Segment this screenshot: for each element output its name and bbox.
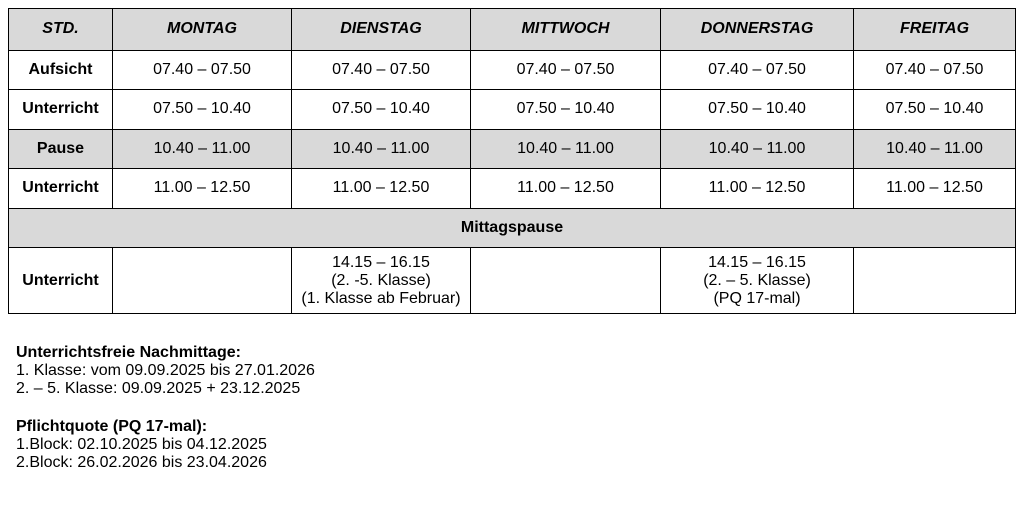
time-cell: 10.40 – 11.00	[661, 129, 854, 169]
table-row-pause	[9, 129, 1016, 169]
time-cell: 07.50 – 10.40	[661, 90, 854, 130]
afternoon-cell-montag	[113, 248, 292, 314]
afternoon-cell-donnerstag	[661, 248, 854, 314]
header-std: STD.	[9, 9, 113, 51]
row-label-aufsicht: Aufsicht	[9, 50, 113, 90]
time-cell: 10.40 – 11.00	[471, 129, 661, 169]
time-cell: 07.50 – 10.40	[471, 90, 661, 130]
free-afternoons-line: 2. – 5. Klasse: 09.09.2025 + 23.12.2025	[16, 380, 301, 397]
time-cell: 10.40 – 11.00	[854, 129, 1016, 169]
afternoon-classes: (2. – 5. Klasse)	[703, 271, 811, 289]
afternoon-cell-freitag	[854, 248, 1016, 314]
free-afternoons-block	[16, 344, 315, 398]
time-cell: 07.40 – 07.50	[854, 50, 1016, 90]
quota-line: 1.Block: 02.10.2025 bis 04.12.2025	[16, 436, 267, 453]
afternoon-time: 14.15 – 16.15	[332, 253, 430, 271]
afternoon-note: (1. Klasse ab Februar)	[301, 289, 461, 307]
time-cell: 07.40 – 07.50	[471, 50, 661, 90]
time-cell: 11.00 – 12.50	[113, 169, 292, 209]
quota-line: 2.Block: 26.02.2026 bis 23.04.2026	[16, 454, 267, 471]
time-cell: 10.40 – 11.00	[113, 129, 292, 169]
time-cell: 11.00 – 12.50	[661, 169, 854, 209]
table-row-lunch	[9, 208, 1016, 248]
row-label-unterricht: Unterricht	[9, 248, 113, 314]
free-afternoons-line: 1. Klasse: vom 09.09.2025 bis 27.01.2026	[16, 362, 315, 379]
time-cell: 11.00 – 12.50	[854, 169, 1016, 209]
header-montag: MONTAG	[113, 9, 292, 51]
time-cell: 07.50 – 10.40	[854, 90, 1016, 130]
row-label-unterricht: Unterricht	[9, 90, 113, 130]
time-cell: 07.40 – 07.50	[113, 50, 292, 90]
time-cell: 10.40 – 11.00	[292, 129, 471, 169]
row-label-unterricht: Unterricht	[9, 169, 113, 209]
notes-section	[16, 344, 315, 492]
header-dienstag: DIENSTAG	[292, 9, 471, 51]
table-row	[9, 169, 1016, 209]
time-cell: 07.40 – 07.50	[292, 50, 471, 90]
lunch-break-label: Mittagspause	[9, 208, 1016, 248]
time-cell: 07.50 – 10.40	[292, 90, 471, 130]
row-label-pause: Pause	[9, 129, 113, 169]
time-cell: 11.00 – 12.50	[292, 169, 471, 209]
header-mittwoch: MITTWOCH	[471, 9, 661, 51]
header-donnerstag: DONNERSTAG	[661, 9, 854, 51]
time-cell: 07.50 – 10.40	[113, 90, 292, 130]
afternoon-cell-dienstag	[292, 248, 471, 314]
free-afternoons-heading: Unterrichtsfreie Nachmittage:	[16, 344, 241, 361]
time-cell: 07.40 – 07.50	[661, 50, 854, 90]
quota-block	[16, 418, 315, 472]
afternoon-note: (PQ 17-mal)	[713, 289, 801, 307]
schedule-table	[8, 8, 1016, 314]
table-row	[9, 90, 1016, 130]
header-freitag: FREITAG	[854, 9, 1016, 51]
table-row	[9, 50, 1016, 90]
table-row-afternoon	[9, 248, 1016, 314]
quota-heading: Pflichtquote (PQ 17-mal):	[16, 418, 208, 435]
afternoon-cell-mittwoch	[471, 248, 661, 314]
afternoon-time: 14.15 – 16.15	[708, 253, 806, 271]
time-cell: 11.00 – 12.50	[471, 169, 661, 209]
afternoon-classes: (2. -5. Klasse)	[331, 271, 431, 289]
header-row	[9, 9, 1016, 51]
